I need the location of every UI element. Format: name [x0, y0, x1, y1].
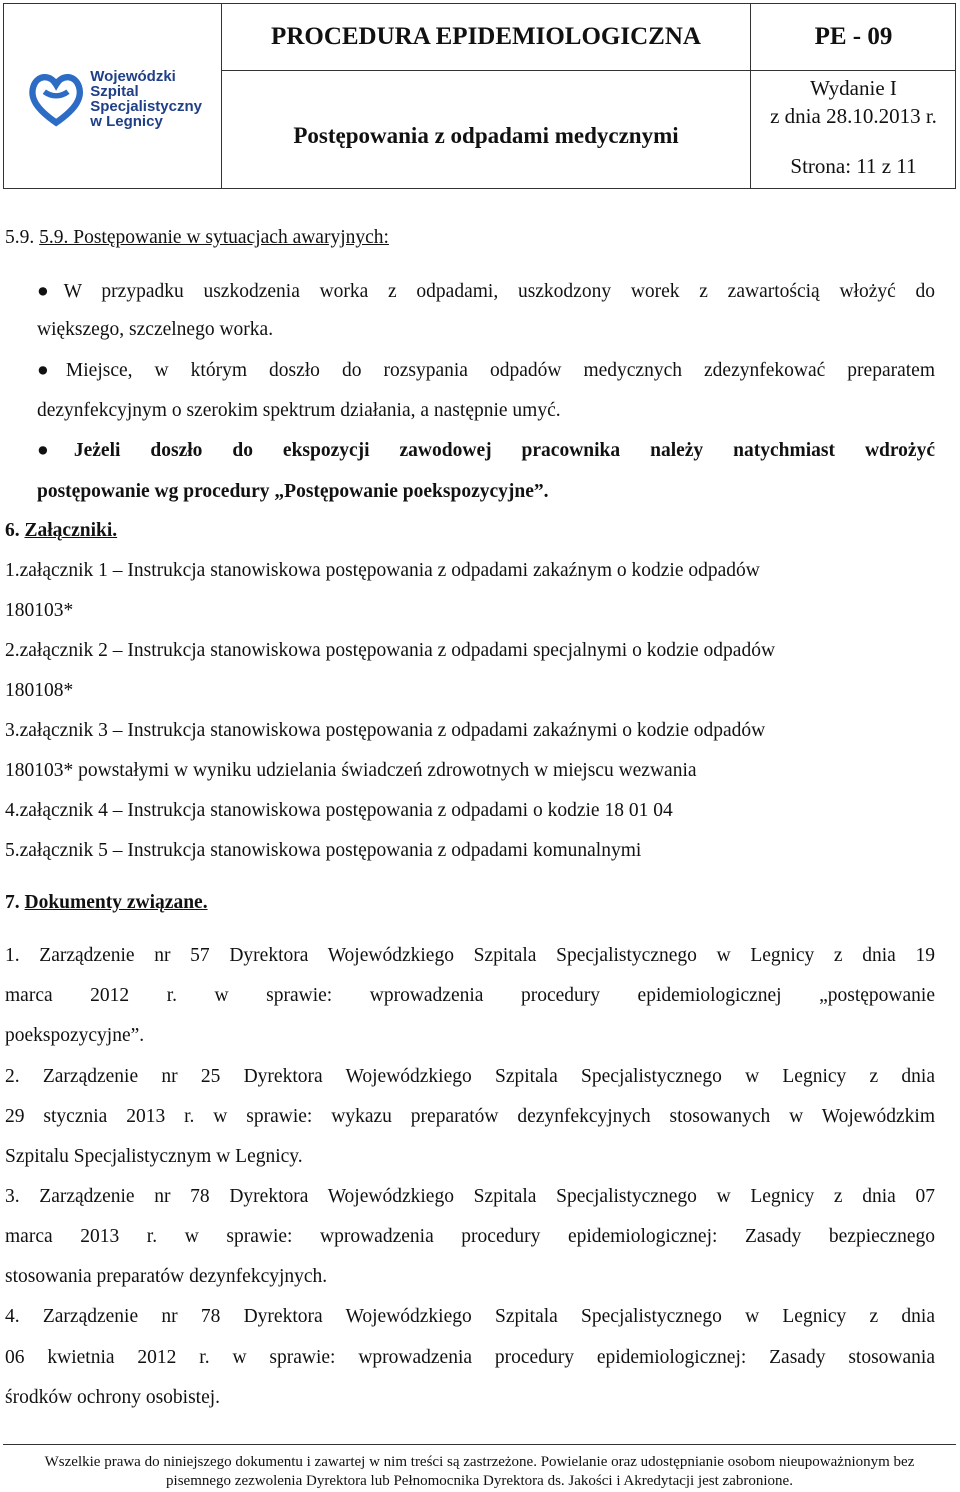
procedure-title: PROCEDURA EPIDEMIOLOGICZNA	[271, 23, 701, 50]
paragraph-line: postępowanie wg procedury „Postępowanie poekspozycyjne”.	[37, 481, 549, 502]
procedure-subtitle: Postępowania z odpadami medycznymi	[293, 123, 679, 148]
document-line: marca 2013 r. w sprawie: wprowadzenia procedury epidemiologicznej: Zasady bezpiecznego	[5, 1226, 935, 1247]
section-heading-text: Załączniki.	[24, 520, 118, 541]
document-line: środków ochrony osobistej.	[5, 1387, 221, 1408]
paragraph-line: dezynfekcyjnym o szerokim spektrum działania, a następnie umyć.	[37, 400, 561, 421]
paragraph-line: większego, szczelnego worka.	[37, 319, 274, 340]
heart-logo-icon	[28, 67, 84, 131]
document-line: stosowania preparatów dezynfekcyjnych.	[5, 1266, 328, 1287]
header-divider	[221, 70, 955, 71]
attachment-line: 2.załącznik 2 – Instrukcja stanowiskowa postępowania z odpadami specjalnymi o kodzie odpadów	[5, 640, 776, 661]
edition-label: Wydanie I	[810, 75, 897, 100]
document-line: 4. Zarządzenie nr 78 Dyrektora Wojewódzkiego Szpitala Specjalistycznego w Legnicy z dnia	[5, 1306, 935, 1327]
paragraph-line: ●W przypadku uszkodzenia worka z odpadami, uszkodzony worek z zawartością włożyć do	[37, 281, 935, 302]
document-line: 3. Zarządzenie nr 78 Dyrektora Wojewódzkiego Szpitala Specjalistycznego w Legnicy z dnia 07	[5, 1186, 935, 1207]
logo-text	[90, 69, 202, 129]
document-line: marca 2012 r. w sprawie: wprowadzenia procedury epidemiologicznej „postępowanie	[5, 985, 935, 1006]
attachment-line: 180103*	[5, 600, 74, 621]
section-heading	[5, 521, 117, 541]
document-line: 06 kwietnia 2012 r. w sprawie: wprowadzenia procedury epidemiologicznej: Zasady stosowania	[5, 1347, 935, 1368]
page-number: Strona: 11 z 11	[790, 153, 917, 178]
document-line: Szpitalu Specjalistycznym w Legnicy.	[5, 1146, 303, 1167]
document-line: 1. Zarządzenie nr 57 Dyrektora Wojewódzkiego Szpitala Specjalistycznego w Legnicy z dnia 19	[5, 945, 935, 966]
section-number: 7.	[5, 892, 25, 913]
copyright-footer	[3, 1444, 956, 1490]
attachment-line: 4.załącznik 4 – Instrukcja stanowiskowa postępowania z odpadami o kodzie 18 01 04	[5, 800, 673, 821]
attachment-line: 180103* powstałymi w wyniku udzielania świadczeń zdrowotnych w miejscu wezwania	[5, 760, 697, 781]
document-header	[3, 3, 956, 189]
section-heading-text: Dokumenty związane.	[24, 892, 208, 913]
edition-date: z dnia 28.10.2013 r.	[770, 103, 937, 128]
logo-line: Wojewódzki	[90, 68, 176, 85]
paragraph-line: ●Miejsce, w którym doszło do rozsypania odpadów medycznych zdezynfekować preparatem	[37, 360, 935, 381]
attachment-line: 180108*	[5, 680, 74, 701]
procedure-code: PE - 09	[814, 23, 893, 50]
document-line: 2. Zarządzenie nr 25 Dyrektora Wojewódzkiego Szpitala Specjalistycznego w Legnicy z dnia	[5, 1066, 935, 1087]
section-heading-text: 5.9. Postępowanie w sytuacjach awaryjnych:	[39, 227, 389, 248]
attachment-line: 3.załącznik 3 – Instrukcja stanowiskowa postępowania z odpadami zakaźnymi o kodzie odpadów	[5, 720, 766, 741]
logo-line: Specjalistyczny	[90, 98, 202, 115]
hospital-logo	[28, 64, 202, 134]
document-line: 29 stycznia 2013 r. w sprawie: wykazu preparatów dezynfekcyjnych stosowanych w Wojewódzkim	[5, 1106, 935, 1127]
section-heading: 5.9. 5.9. Postępowanie w sytuacjach awaryjnych:	[5, 227, 389, 248]
section-number: 6.	[5, 520, 25, 541]
attachment-line: 5.załącznik 5 – Instrukcja stanowiskowa postępowania z odpadami komunalnymi	[5, 840, 642, 861]
logo-line: w Legnicy	[90, 113, 163, 130]
logo-line: Szpital	[90, 83, 139, 100]
attachment-line: 1.załącznik 1 – Instrukcja stanowiskowa postępowania z odpadami zakaźnym o kodzie odpadów	[5, 560, 760, 581]
footer-line: pisemnego zezwolenia Dyrektora lub Pełnomocnika Dyrektora ds. Jakości i Akredytacji jest zabronione.	[166, 1473, 793, 1489]
footer-line: Wszelkie prawa do niniejszego dokumentu i zawartej w nim treści są zastrzeżone. Powielanie oraz udostępnianie osobom nieupoważnionym bez	[44, 1454, 915, 1470]
document-line: poekspozycyjne”.	[5, 1025, 145, 1046]
section-heading	[5, 893, 208, 913]
paragraph-line: ●Jeżeli doszło do ekspozycji zawodowej pracownika należy natychmiast wdrożyć	[37, 440, 935, 461]
